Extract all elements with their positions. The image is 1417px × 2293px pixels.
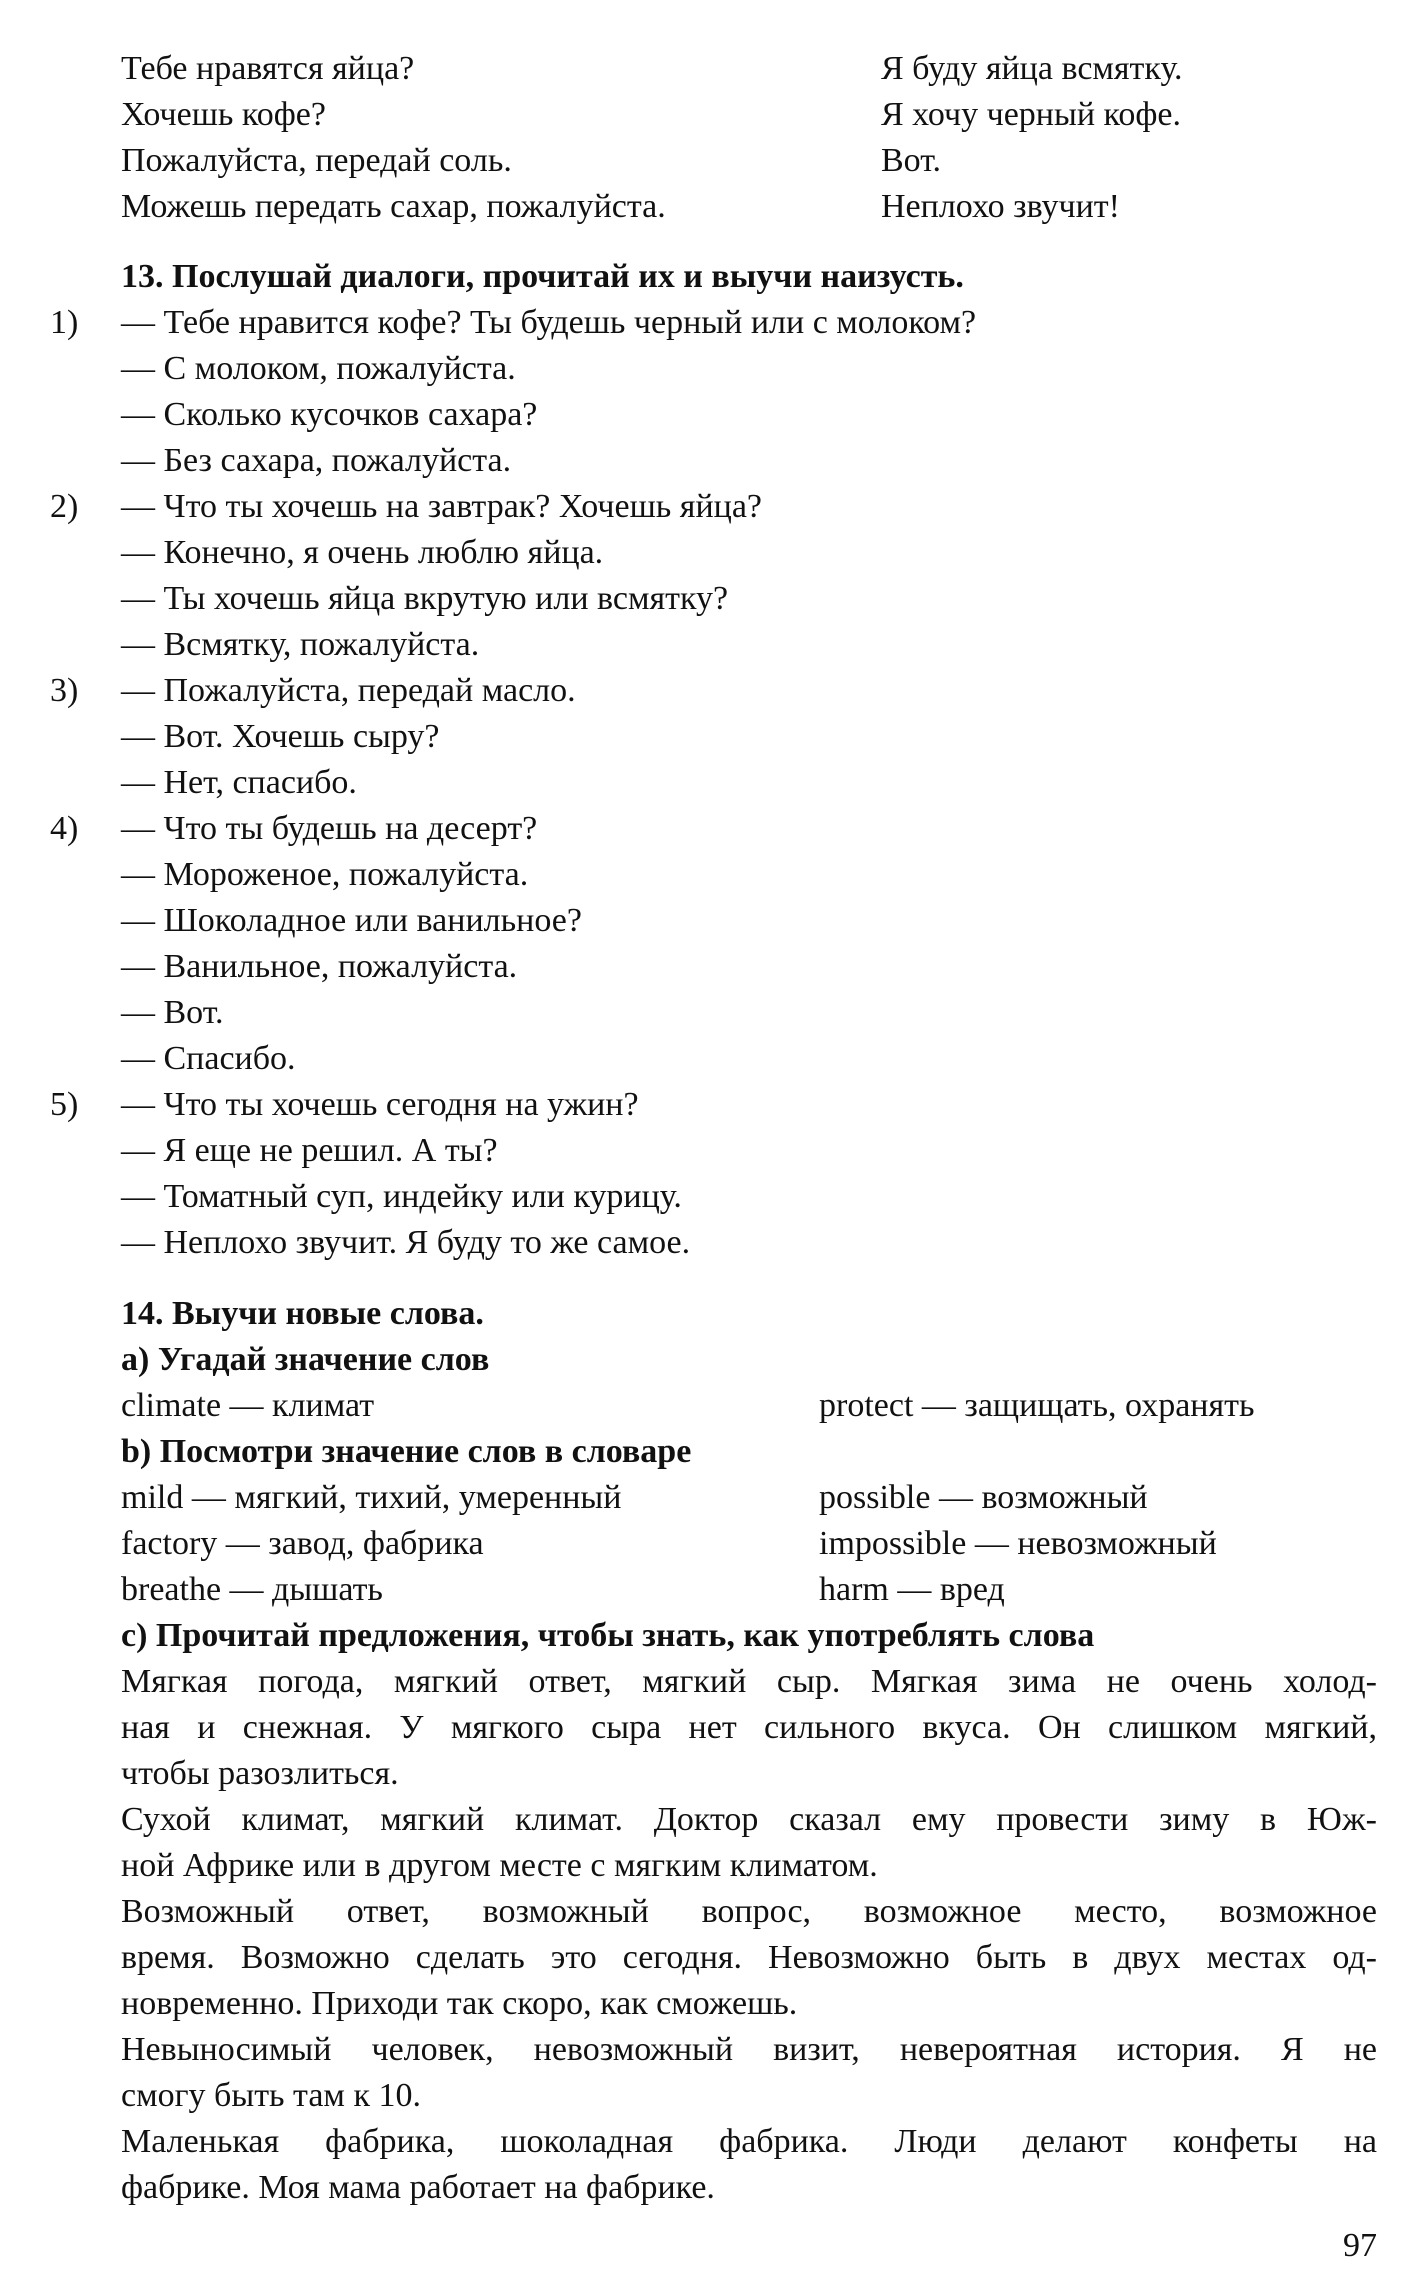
dialogue-line: [0, 484, 1417, 530]
dialogue-line: [0, 944, 1417, 990]
paragraph-line: Невыносимый человек, невозможный визит, невероятная история. Я не: [121, 2031, 1377, 2068]
paragraph: [0, 1797, 1417, 1889]
dialogue-text: — Спасибо.: [121, 1040, 296, 1077]
dialogue-line: [0, 1128, 1417, 1174]
vocab-row: [0, 1383, 1417, 1429]
dialogue-number: 5): [50, 1086, 79, 1123]
paragraph-line: Возможный ответ, возможный вопрос, возможное место, возможное: [121, 1893, 1377, 1930]
vocab-item: factory — завод, фабрика: [121, 1525, 484, 1562]
dialogue-line: [0, 530, 1417, 576]
dialogue-line: [0, 1174, 1417, 1220]
dialogue-line: [0, 346, 1417, 392]
dialogue-number: 3): [50, 672, 79, 709]
dialogue-text: — Конечно, я очень люблю яйца.: [121, 534, 604, 571]
paragraph-line: Сухой климат, мягкий климат. Доктор сказал ему провести зиму в Юж-: [121, 1801, 1377, 1838]
paragraph-line: чтобы разозлиться.: [121, 1755, 399, 1792]
paragraph: [0, 1659, 1417, 1797]
dialogue-line: [0, 806, 1417, 852]
page-number: 97: [1343, 2227, 1377, 2264]
dialogue-text: — Нет, спасибо.: [121, 764, 357, 801]
phrase-row: [0, 46, 1417, 92]
dialogue-line: [0, 622, 1417, 668]
dialogue-line: [0, 576, 1417, 622]
dialogue-line: [0, 990, 1417, 1036]
dialogue-text: — Сколько кусочков сахара?: [121, 396, 538, 433]
exercise-13: [0, 254, 1417, 1266]
vocab-item: breathe — дышать: [121, 1571, 383, 1608]
paragraph-line: смогу быть там к 10.: [121, 2077, 421, 2114]
dialogue-text: — Ванильное, пожалуйста.: [121, 948, 518, 985]
dialogue-line: [0, 1082, 1417, 1128]
vocab-item: mild — мягкий, тихий, умеренный: [121, 1479, 622, 1516]
dialogue-text: — Всмятку, пожалуйста.: [121, 626, 480, 663]
dialogue-number: 4): [50, 810, 79, 847]
dialogue-text: — Мороженое, пожалуйста.: [121, 856, 529, 893]
dialogue-text: — Без сахара, пожалуйста.: [121, 442, 512, 479]
dialogue-line: [0, 668, 1417, 714]
dialogue-text: — Я еще не решил. А ты?: [121, 1132, 498, 1169]
paragraph-line: фабрике. Моя мама работает на фабрике.: [121, 2169, 715, 2206]
exercise-13-title: 13. Послушай диалоги, прочитай их и выучи наизусть.: [121, 258, 964, 295]
part-c-title: c) Прочитай предложения, чтобы знать, как употреблять слова: [121, 1617, 1095, 1654]
phrase-row: [0, 92, 1417, 138]
dialogue-number: 2): [50, 488, 79, 525]
exercise-14-title: 14. Выучи новые слова.: [121, 1295, 484, 1332]
dialogue-line: [0, 898, 1417, 944]
phrase-answer: Я буду яйца всмятку.: [881, 50, 1183, 87]
vocab-row: [0, 1475, 1417, 1521]
phrase-answer: Неплохо звучит!: [881, 188, 1120, 225]
paragraph-line: ной Африке или в другом месте с мягким климатом.: [121, 1847, 878, 1884]
dialogue-line: [0, 1220, 1417, 1266]
vocab-item: possible — возможный: [819, 1479, 1148, 1516]
dialogue-line: [0, 300, 1417, 346]
dialogue-text: — С молоком, пожалуйста.: [121, 350, 516, 387]
vocab-item: protect — защищать, охранять: [819, 1387, 1255, 1424]
paragraph-line: время. Возможно сделать это сегодня. Невозможно быть в двух местах од-: [121, 1939, 1377, 1976]
phrase-answer: Вот.: [881, 142, 942, 179]
phrase-question: Тебе нравятся яйца?: [121, 50, 415, 87]
vocab-row: [0, 1567, 1417, 1613]
paragraph: [0, 2119, 1417, 2211]
dialogue-text: — Тебе нравится кофе? Ты будешь черный или с молоком?: [121, 304, 977, 341]
paragraph-line: Мягкая погода, мягкий ответ, мягкий сыр. Мягкая зима не очень холод-: [121, 1663, 1377, 1700]
part-b-title: b) Посмотри значение слов в словаре: [121, 1433, 692, 1470]
phrase-row: [0, 138, 1417, 184]
dialogue-line: [0, 1036, 1417, 1082]
dialogue-text: — Ты хочешь яйца вкрутую или всмятку?: [121, 580, 729, 617]
vocab-row: [0, 1521, 1417, 1567]
dialogue-text: — Вот. Хочешь сыру?: [121, 718, 440, 755]
paragraph-line: ная и снежная. У мягкого сыра нет сильного вкуса. Он слишком мягкий,: [121, 1709, 1377, 1746]
dialogue-text: — Что ты хочешь на завтрак? Хочешь яйца?: [121, 488, 763, 525]
paragraph-line: Маленькая фабрика, шоколадная фабрика. Люди делают конфеты на: [121, 2123, 1377, 2160]
vocab-item: climate — климат: [121, 1387, 375, 1424]
phrase-question: Можешь передать сахар, пожалуйста.: [121, 188, 666, 225]
vocab-item: impossible — невозможный: [819, 1525, 1217, 1562]
phrase-row: [0, 184, 1417, 230]
dialogue-line: [0, 852, 1417, 898]
phrase-answer: Я хочу черный кофе.: [881, 96, 1181, 133]
exercise-14: [0, 1291, 1417, 2211]
part-a-title: a) Угадай значение слов: [121, 1341, 490, 1378]
vocab-item: harm — вред: [819, 1571, 1005, 1608]
dialogue-line: [0, 392, 1417, 438]
dialogue-line: [0, 438, 1417, 484]
dialogue-line: [0, 714, 1417, 760]
dialogue-text: — Что ты будешь на десерт?: [121, 810, 538, 847]
dialogue-line: [0, 760, 1417, 806]
dialogue-text: — Неплохо звучит. Я буду то же самое.: [121, 1224, 691, 1261]
paragraph-line: новременно. Приходи так скоро, как сможешь.: [121, 1985, 798, 2022]
phrase-question: Пожалуйста, передай соль.: [121, 142, 512, 179]
dialogue-text: — Томатный суп, индейку или курицу.: [121, 1178, 682, 1215]
dialogue-text: — Вот.: [121, 994, 224, 1031]
phrase-table: [0, 46, 1417, 230]
paragraph: [0, 2027, 1417, 2119]
dialogue-number: 1): [50, 304, 79, 341]
phrase-question: Хочешь кофе?: [121, 96, 326, 133]
dialogues: [0, 300, 1417, 1266]
dialogue-text: — Шоколадное или ванильное?: [121, 902, 582, 939]
dialogue-text: — Пожалуйста, передай масло.: [121, 672, 576, 709]
paragraph: [0, 1889, 1417, 2027]
dialogue-text: — Что ты хочешь сегодня на ужин?: [121, 1086, 639, 1123]
